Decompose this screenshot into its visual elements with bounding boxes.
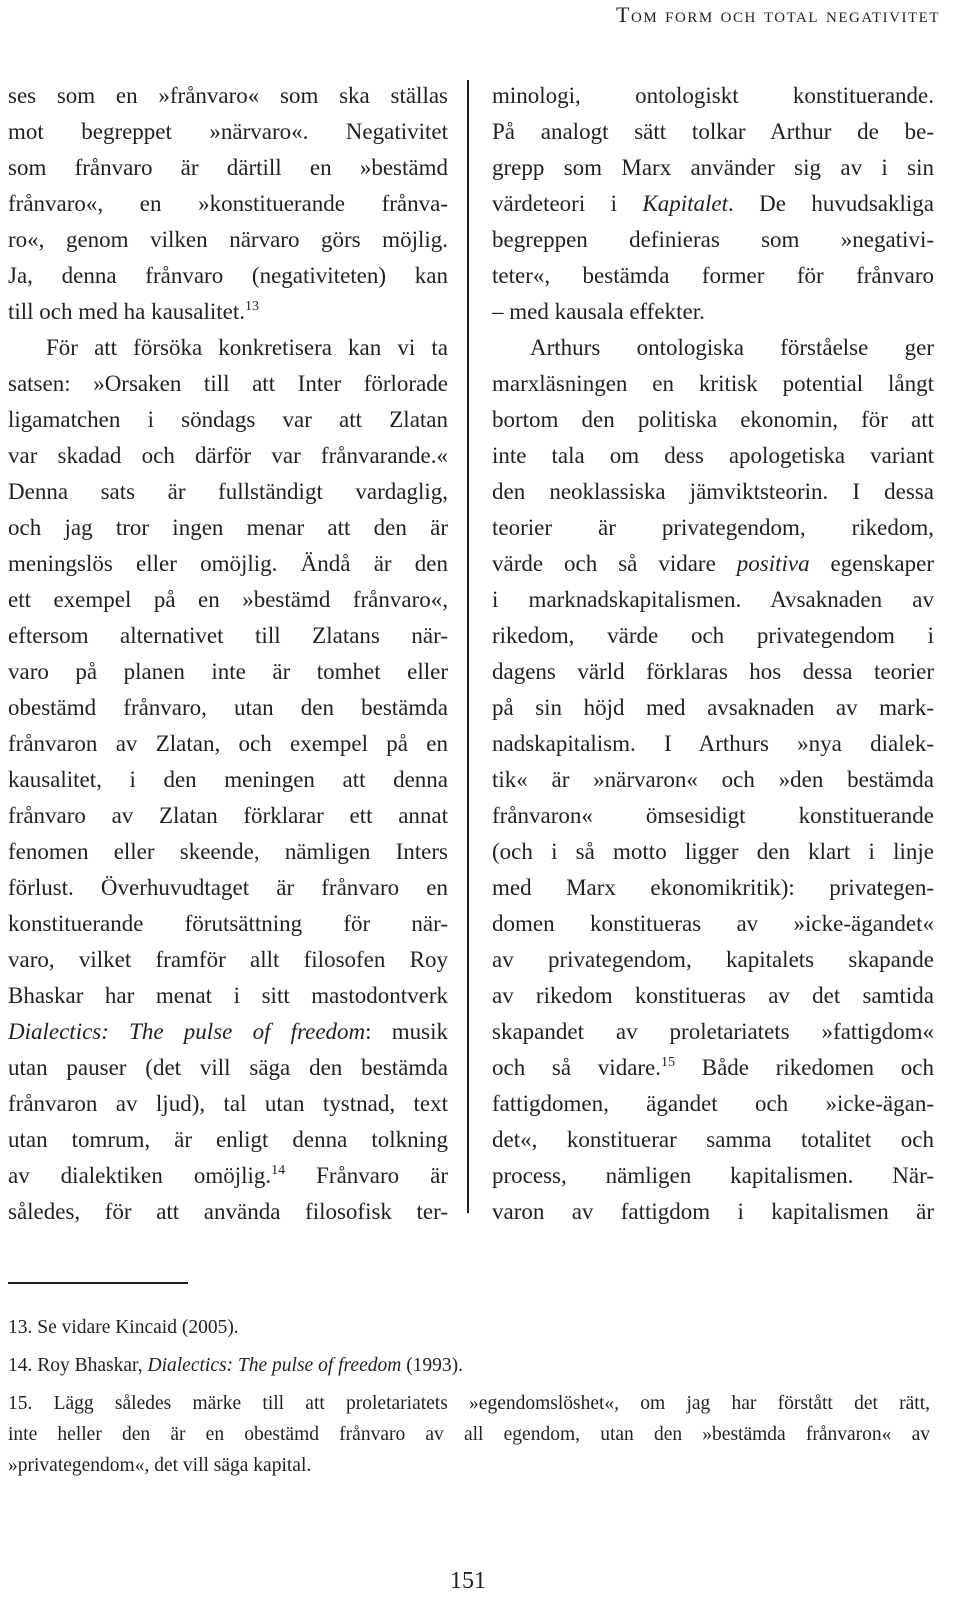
footnote-14: 14. Roy Bhaskar, Dialectics: The pulse of freedom (1993).: [8, 1355, 464, 1376]
book-title: Dialectics: The pulse of freedom: [147, 1355, 402, 1376]
footnote-ref-15: 15: [661, 1055, 676, 1070]
text-line: nadskapitalism. I Arthurs »nya dialek-: [492, 731, 934, 756]
text-line: kausalitet, i den meningen att denna: [8, 767, 448, 792]
text-line: marxläsningen en kritisk potential långt: [492, 371, 934, 396]
text-line: dagens värld förklaras hos dessa teorier: [492, 659, 934, 684]
text-line: mot begreppet »närvaro«. Negativitet: [8, 119, 448, 144]
text-line: obestämd frånvaro, utan den bestämda: [8, 695, 448, 720]
text-line: rikedom, värde och privategendom i: [492, 623, 934, 648]
text-line: av dialektiken omöjlig.$^{14}$ Frånvaro är: [8, 1163, 448, 1188]
text-line: process, nämligen kapitalismen. När-: [492, 1163, 934, 1188]
text-line: varo, vilket framför allt filosofen Roy: [8, 947, 448, 972]
text-line: (och i så motto ligger den klart i linje: [492, 839, 934, 864]
text-line: domen konstitueras av »icke-ägandet«: [492, 911, 934, 936]
text-line: meningslös eller omöjlig. Ändå är den: [8, 551, 448, 576]
footnote-15-continued: »privategendom«, det vill säga kapital.: [8, 1455, 312, 1476]
text-line: fenomen eller skeende, nämligen Inters: [8, 839, 448, 864]
footnote-ref-14: 14: [271, 1163, 286, 1178]
text-line: Ja, denna frånvaro (negativiteten) kan: [8, 263, 448, 288]
text-line: frånvaro«, en »konstituerande frånva-: [8, 191, 448, 216]
book-title: Kapitalet: [642, 191, 729, 216]
text-line: värde och så vidare positiva egenskaper: [492, 551, 934, 576]
footnote-15: 15. Lägg således märke till att proletariatets »egendomslöshet«, om jag har förstått det rätt,: [8, 1393, 930, 1414]
text-line: inte tala om dess apologetiska variant: [492, 443, 934, 468]
text-line: bortom den politiska ekonomin, för att: [492, 407, 934, 432]
text-line: satsen: »Orsaken till att Inter förlorade: [8, 371, 448, 396]
text-line: med Marx ekonomikritik): privategen-: [492, 875, 934, 900]
text-line: minologi, ontologiskt konstituerande.: [492, 83, 934, 108]
text-line: varo på planen inte är tomhet eller: [8, 659, 448, 684]
text-line: grepp som Marx använder sig av i sin: [492, 155, 934, 180]
text-line: av rikedom konstitueras av det samtida: [492, 983, 934, 1008]
footnote-15-continued: inte heller den är en obestämd frånvaro av all egendom, utan den »bestämda frånvaron« av: [8, 1424, 930, 1445]
text-line: och så vidare.$^{15}$ Både rikedomen och: [492, 1055, 934, 1080]
text-line: utan pauser (det vill säga den bestämda: [8, 1055, 448, 1080]
book-title: Dialectics: The pulse of freedom: [8, 1019, 366, 1044]
text-line: frånvaron« ömsesidigt konstituerande: [492, 803, 934, 828]
text-line: eftersom alternativet till Zlatans när-: [8, 623, 448, 648]
footnote-rule: [8, 1282, 188, 1284]
text-line: skapandet av proletariatets »fattigdom«: [492, 1019, 934, 1044]
text-line: ligamatchen i söndags var att Zlatan: [8, 407, 448, 432]
running-head: Tom form och total negativitet: [616, 2, 940, 27]
text-line: var skadad och därför var frånvarande.«: [8, 443, 448, 468]
text-line: på sin höjd med avsaknaden av mark-: [492, 695, 934, 720]
text-line: till och med ha kausalitet.$^{13}$: [8, 299, 259, 324]
text-line: tik« är »närvaron« och »den bestämda: [492, 767, 934, 792]
text-line: begreppen definieras som »negativi-: [492, 227, 934, 252]
column-rule: [467, 80, 469, 1213]
text-line: frånvaron av ljud), tal utan tystnad, text: [8, 1091, 448, 1116]
footnote-ref-13: 13: [244, 299, 259, 314]
text-line: förlust. Överhuvudtaget är frånvaro en: [8, 875, 448, 900]
text-line: det«, konstituerar samma totalitet och: [492, 1127, 934, 1152]
text-line: teter«, bestämda former för frånvaro: [492, 263, 934, 288]
right-column: [492, 78, 934, 1230]
text-line: således, för att använda filosofisk ter-: [8, 1199, 448, 1224]
text-line: På analogt sätt tolkar Arthur de be-: [492, 119, 934, 144]
text-line: och jag tror ingen menar att den är: [8, 515, 448, 540]
text-line: som frånvaro är därtill en »bestämd: [8, 155, 448, 180]
text-line: Denna sats är fullständigt vardaglig,: [8, 479, 448, 504]
text-line: Arthurs ontologiska förståelse ger: [530, 335, 934, 360]
text-line: i marknadskapitalismen. Avsaknaden av: [492, 587, 934, 612]
text-line: ett exempel på en »bestämd frånvaro«,: [8, 587, 448, 612]
footnotes: [8, 1312, 930, 1481]
text-line: Dialectics: The pulse of freedom: musik: [8, 1019, 448, 1044]
text-line: frånvaron av Zlatan, och exempel på en: [8, 731, 448, 756]
text-line: värdeteori i Kapitalet. De huvudsakliga: [492, 191, 934, 216]
text-line: konstituerande förutsättning för när-: [8, 911, 448, 936]
text-line: fattigdomen, ägandet och »icke-ägan-: [492, 1091, 934, 1116]
page-number: 151: [450, 1568, 486, 1594]
text-line: Bhaskar har menat i sitt mastodontverk: [8, 983, 448, 1008]
text-line: av privategendom, kapitalets skapande: [492, 947, 934, 972]
text-line: – med kausala effekter.: [492, 299, 705, 324]
text-line: frånvaro av Zlatan förklarar ett annat: [8, 803, 448, 828]
emphasis: positiva: [736, 551, 810, 576]
text-line: För att försöka konkretisera kan vi ta: [46, 335, 448, 360]
text-line: teorier är privategendom, rikedom,: [492, 515, 934, 540]
left-column: [8, 78, 448, 1230]
text-line: utan tomrum, är enligt denna tolkning: [8, 1127, 448, 1152]
footnote-13: 13. Se vidare Kincaid (2005).: [8, 1317, 239, 1338]
text-line: ses som en »frånvaro« som ska ställas: [8, 83, 448, 108]
text-line: ro«, genom vilken närvaro görs möjlig.: [8, 227, 448, 252]
text-line: varon av fattigdom i kapitalismen är: [492, 1199, 934, 1224]
text-line: den neoklassiska jämviktsteorin. I dessa: [492, 479, 934, 504]
